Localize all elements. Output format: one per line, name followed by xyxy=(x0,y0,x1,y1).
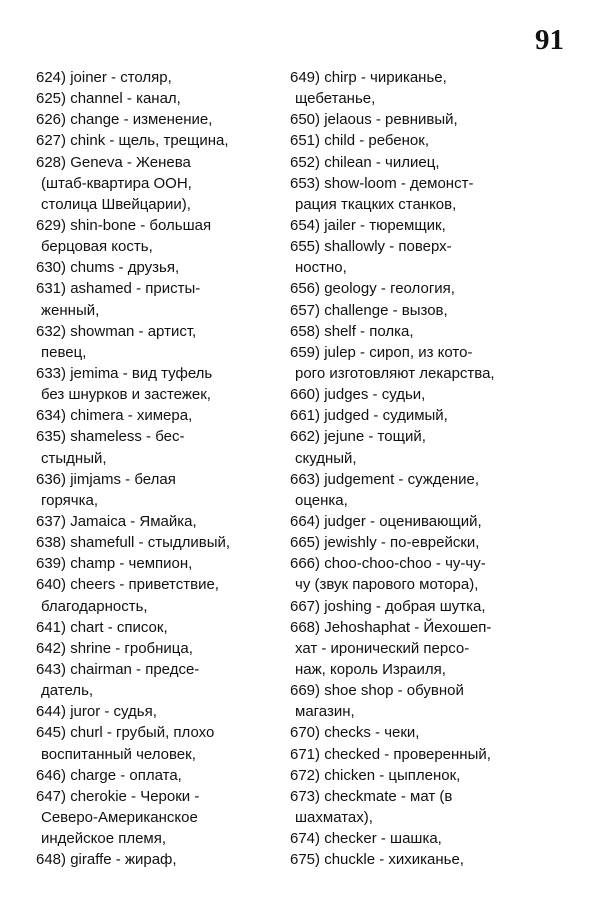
entry-continuation-line: рого изготовляют лекарства, xyxy=(295,364,495,382)
entry-continuation-line: шахматах), xyxy=(295,808,373,826)
dictionary-entry-line: 660) judges - судьи, xyxy=(290,386,426,404)
entry-continuation-line: певец, xyxy=(41,343,87,361)
dictionary-entry-line: 636) jimjams - белая xyxy=(36,470,176,488)
dictionary-entry-line: 653) show-loom - демонст- xyxy=(290,174,474,192)
entry-continuation-line: (штаб-квартира ООН, xyxy=(41,174,192,192)
dictionary-entry-line: 671) checked - проверенный, xyxy=(290,745,491,763)
entry-continuation-line: хат - иронический персо- xyxy=(295,639,470,657)
dictionary-entry-line: 650) jelaous - ревнивый, xyxy=(290,111,458,129)
dictionary-entry-line: 662) jejune - тощий, xyxy=(290,428,426,446)
dictionary-entry-line: 661) judged - судимый, xyxy=(290,407,448,425)
dictionary-entry-line: 654) jailer - тюремщик, xyxy=(290,216,446,234)
dictionary-entry-line: 640) cheers - приветствие, xyxy=(36,576,219,594)
entry-continuation-line: благодарность, xyxy=(41,597,148,615)
dictionary-entry-line: 643) chairman - предсе- xyxy=(36,660,200,678)
dictionary-entry-line: 666) choo-choo-choo - чу-чу- xyxy=(290,555,486,573)
dictionary-entry-line: 638) shamefull - стыдливый, xyxy=(36,534,231,552)
dictionary-entry-line: 642) shrine - гробница, xyxy=(36,639,193,657)
dictionary-entry-line: 651) child - ребенок, xyxy=(290,132,430,150)
entry-continuation-line: наж, король Израиля, xyxy=(295,660,446,678)
dictionary-entry-line: 644) juror - судья, xyxy=(36,703,157,721)
dictionary-entry-line: 664) judger - оценивающий, xyxy=(290,512,482,530)
entry-continuation-line: рация ткацких станков, xyxy=(295,195,457,213)
entry-continuation-line: оценка, xyxy=(295,491,348,509)
dictionary-entry-line: 635) shameless - бес- xyxy=(36,428,185,446)
entry-continuation-line: Северо-Американское xyxy=(41,808,198,826)
dictionary-entry-line: 634) chimera - химера, xyxy=(36,407,193,425)
dictionary-entry-line: 633) jemima - вид туфель xyxy=(36,364,213,382)
entry-continuation-line: скудный, xyxy=(295,449,357,467)
dictionary-entry-line: 637) Jamaica - Ямайка, xyxy=(36,512,197,530)
entry-continuation-line: датель, xyxy=(41,682,94,700)
dictionary-entry-line: 667) joshing - добрая шутка, xyxy=(290,597,486,615)
dictionary-entry-line: 627) chink - щель, трещина, xyxy=(36,132,229,150)
dictionary-entry-line: 641) chart - список, xyxy=(36,618,168,636)
dictionary-entry-line: 648) giraffe - жираф, xyxy=(36,851,177,869)
dictionary-entry-line: 639) champ - чемпион, xyxy=(36,555,193,573)
dictionary-entry-line: 672) chicken - цыпленок, xyxy=(290,766,461,784)
dictionary-entry-line: 673) checkmate - мат (в xyxy=(290,787,453,805)
entry-continuation-line: индейское племя, xyxy=(41,830,167,848)
dictionary-entry-line: 631) ashamed - присты- xyxy=(36,280,201,298)
dictionary-entry-line: 670) checks - чеки, xyxy=(290,724,420,742)
dictionary-entry-line: 668) Jehoshaphat - Йехошеп- xyxy=(290,618,492,636)
entry-continuation-line: щебетанье, xyxy=(295,90,376,108)
dictionary-entry-line: 675) chuckle - хихиканье, xyxy=(290,851,464,869)
dictionary-entry-line: 647) cherokie - Чероки - xyxy=(36,787,200,805)
left-column xyxy=(36,67,286,870)
entry-continuation-line: магазин, xyxy=(295,703,355,721)
dictionary-entry-line: 659) julep - сироп, из кото- xyxy=(290,343,473,361)
dictionary-entry-line: 625) channel - канал, xyxy=(36,90,181,108)
dictionary-entry-line: 629) shin-bone - большая xyxy=(36,216,212,234)
dictionary-entry-line: 656) geology - геология, xyxy=(290,280,455,298)
dictionary-entry-line: 632) showman - артист, xyxy=(36,322,197,340)
dictionary-entry-line: 663) judgement - суждение, xyxy=(290,470,480,488)
entry-continuation-line: женный, xyxy=(41,301,100,319)
dictionary-entry-line: 665) jewishly - по-еврейски, xyxy=(290,534,480,552)
entry-continuation-line: без шнурков и застежек, xyxy=(41,386,211,404)
page-number: 91 xyxy=(535,24,564,56)
dictionary-entry-line: 674) checker - шашка, xyxy=(290,830,442,848)
dictionary-entry-line: 630) chums - друзья, xyxy=(36,259,180,277)
dictionary-entry-line: 628) Geneva - Женева xyxy=(36,153,191,171)
dictionary-entry-line: 624) joiner - столяр, xyxy=(36,69,172,86)
entry-continuation-line: ностно, xyxy=(295,259,347,277)
entry-continuation-line: стыдный, xyxy=(41,449,107,467)
dictionary-entry-line: 669) shoe shop - обувной xyxy=(290,682,464,700)
dictionary-entry-line: 649) chirp - чириканье, xyxy=(290,69,447,86)
dictionary-entry-line: 626) change - изменение, xyxy=(36,111,213,129)
right-column xyxy=(290,67,575,870)
entry-continuation-line: чу (звук парового мотора), xyxy=(295,576,479,594)
dictionary-entry-line: 657) challenge - вызов, xyxy=(290,301,448,319)
dictionary-entry-line: 645) churl - грубый, плохо xyxy=(36,724,215,742)
dictionary-entry-line: 652) chilean - чилиец, xyxy=(290,153,440,171)
entry-continuation-line: столица Швейцарии), xyxy=(41,195,191,213)
entry-continuation-line: воспитанный человек, xyxy=(41,745,196,763)
dictionary-entry-line: 655) shallowly - поверх- xyxy=(290,238,452,256)
entry-continuation-line: берцовая кость, xyxy=(41,238,153,256)
dictionary-entry-line: 646) charge - оплата, xyxy=(36,766,182,784)
dictionary-entry-line: 658) shelf - полка, xyxy=(290,322,414,340)
entry-continuation-line: горячка, xyxy=(41,491,98,509)
